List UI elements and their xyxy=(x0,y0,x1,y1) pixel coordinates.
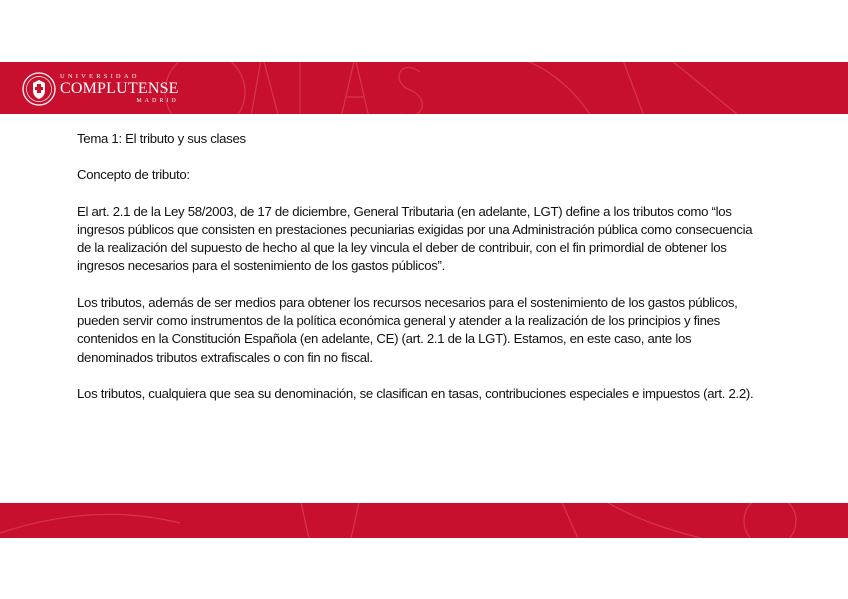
paragraph-extrafiscal: Los tributos, además de ser medios para obtener los recursos necesarios para el sostenimiento de los gastos públicos, pueden servir como instrumentos de la política económica general y atender a la realización de los principios y fines contenidos en la Constitución Española (en adelante, CE) (art. 2.1 de la LGT). Estamos, en este caso, ante los denominados tributos extrafiscales o con fin no fiscal. xyxy=(77,294,738,365)
paragraph-classification: Los tributos, cualquiera que sea su denominación, se clasifican en tasas, contribuciones especiales e impuestos (art. 2.2). xyxy=(77,385,754,401)
university-logo xyxy=(22,70,179,108)
footer-watermark-pattern xyxy=(0,503,848,538)
university-seal-icon xyxy=(22,72,56,106)
document-title: Tema 1: El tributo y sus clases xyxy=(77,131,246,146)
document-body xyxy=(77,130,757,421)
paragraph-definition: El art. 2.1 de la Ley 58/2003, de 17 de diciembre, General Tributaria (en adelante, LGT) define a los tributos como “los ingresos públicos que consisten en prestaciones pecuniarias exigidas por una Administración pública como consecuencia de la realización del supuesto de hecho al que la ley vincula el deber de contribuir, con el fin primordial de obtener los ingresos necesarios para el sostenimiento de los gastos públicos”. xyxy=(77,203,753,274)
logo-line-universidad: UNIVERSIDAD xyxy=(60,72,140,80)
document-subtitle: Concepto de tributo: xyxy=(77,167,190,183)
logo-line-madrid: MADRID xyxy=(136,98,179,105)
logo-line-complutense: COMPLUTENSE xyxy=(60,80,179,98)
footer-band xyxy=(0,503,848,538)
